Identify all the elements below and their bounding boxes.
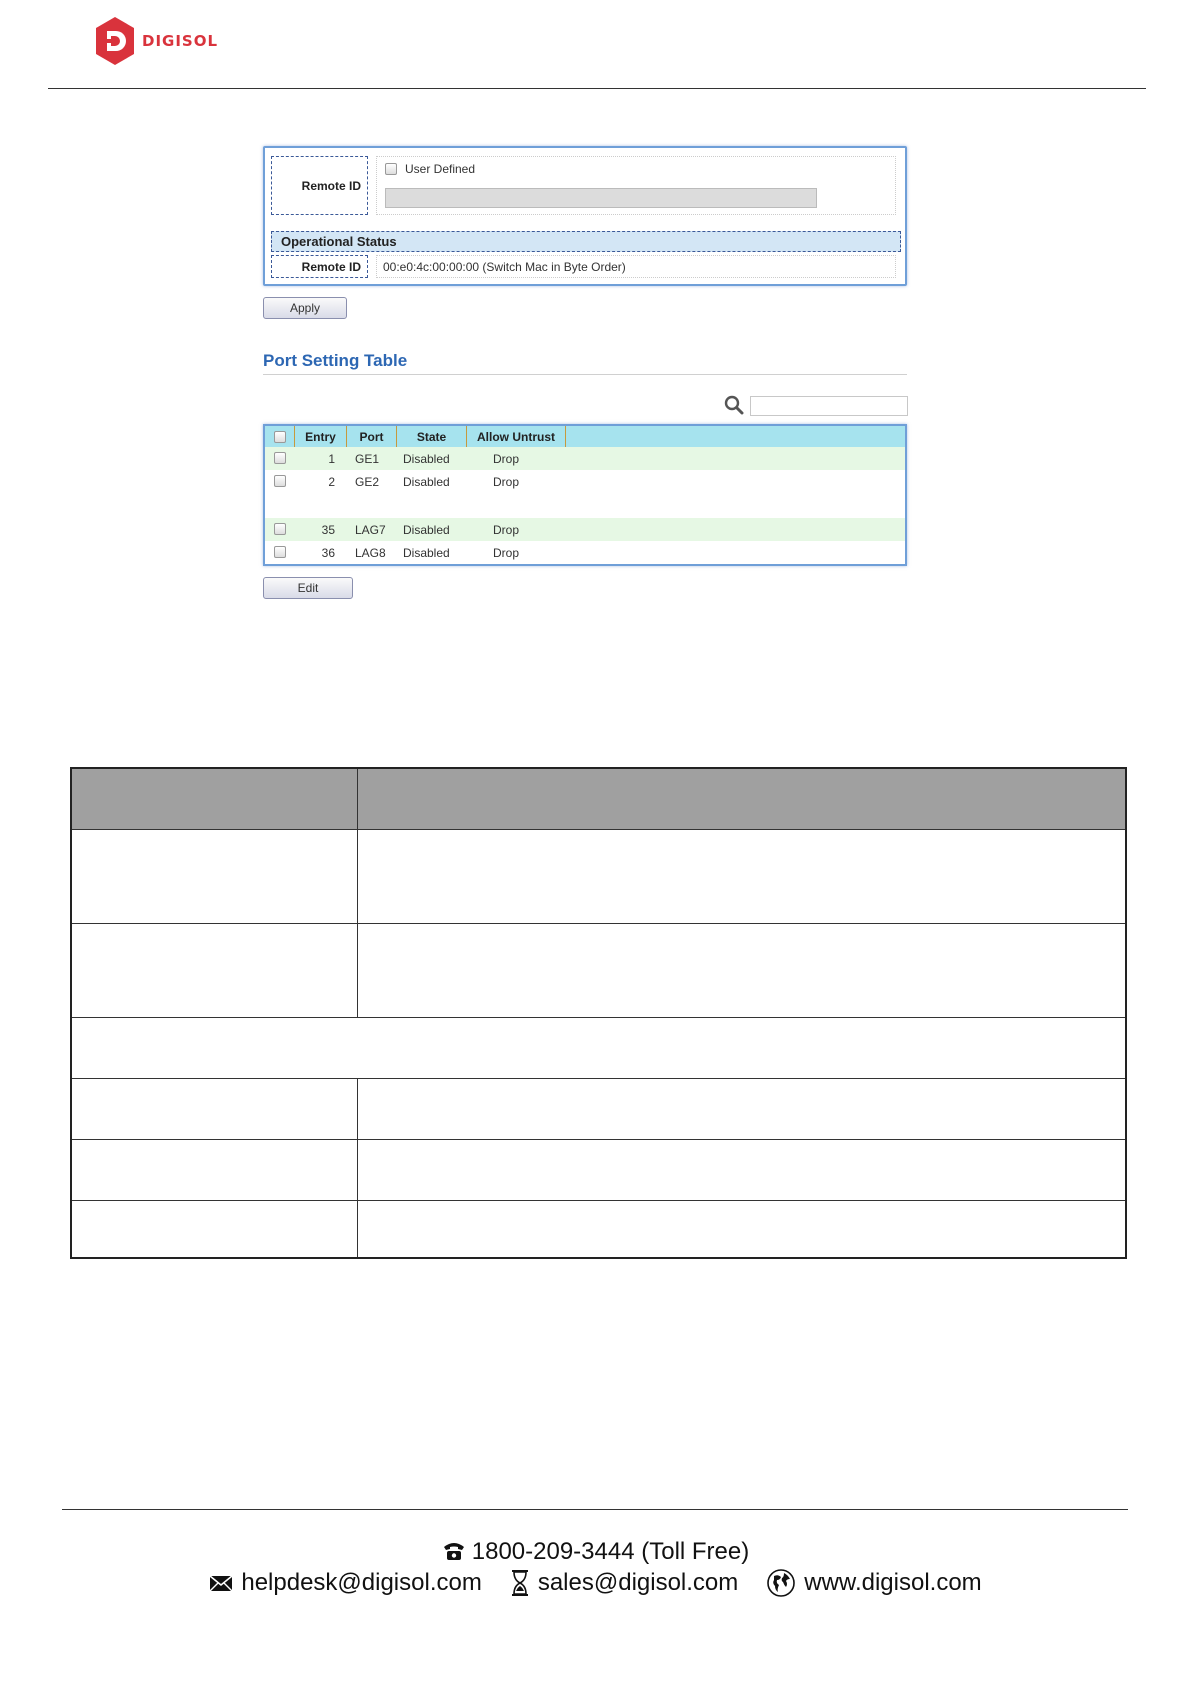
port-setting-title: Port Setting Table bbox=[263, 351, 408, 370]
header-select-cell bbox=[265, 426, 295, 447]
phone-number: 1800-209-3444 (Toll Free) bbox=[471, 1538, 750, 1565]
entry-cell: 35 bbox=[321, 522, 335, 537]
table-row[interactable] bbox=[265, 541, 905, 564]
search-icon[interactable] bbox=[724, 395, 744, 415]
column-divider bbox=[357, 1078, 358, 1257]
state-cell: Disabled bbox=[403, 522, 450, 537]
website-contact bbox=[766, 1568, 981, 1598]
entry-cell: 1 bbox=[328, 451, 335, 466]
helpdesk-email[interactable]: helpdesk@digisol.com bbox=[241, 1569, 482, 1596]
hourglass-icon bbox=[510, 1569, 530, 1597]
helpdesk-contact bbox=[209, 1569, 481, 1597]
website-link[interactable]: www.digisol.com bbox=[804, 1569, 982, 1596]
row-checkbox[interactable] bbox=[274, 546, 286, 558]
port-cell: GE1 bbox=[355, 451, 380, 466]
port-cell: GE2 bbox=[355, 474, 380, 489]
row-checkbox[interactable] bbox=[274, 452, 286, 464]
footer-phone bbox=[0, 1538, 1191, 1566]
table-row[interactable] bbox=[265, 470, 905, 493]
edit-button[interactable]: Edit bbox=[263, 577, 353, 599]
remote-id-input[interactable] bbox=[385, 188, 817, 208]
state-cell: Disabled bbox=[403, 474, 450, 489]
row-divider bbox=[72, 1139, 1125, 1140]
phone-icon bbox=[442, 1541, 466, 1561]
allow-untrust-cell: Drop bbox=[493, 474, 520, 489]
column-header-entry[interactable]: Entry bbox=[295, 426, 347, 447]
sales-contact bbox=[510, 1569, 738, 1597]
table-row[interactable] bbox=[265, 447, 905, 470]
row-divider bbox=[72, 1200, 1125, 1201]
column-header-state[interactable]: State bbox=[397, 426, 467, 447]
remote-id-label: Remote ID bbox=[271, 156, 368, 215]
operational-status-header: Operational Status bbox=[271, 231, 901, 252]
row-divider bbox=[72, 923, 1125, 924]
row-checkbox[interactable] bbox=[274, 475, 286, 487]
mail-icon bbox=[209, 1573, 233, 1593]
row-divider bbox=[72, 829, 1125, 830]
row-divider bbox=[72, 1017, 1125, 1018]
operational-remote-id-label: Remote ID bbox=[271, 255, 368, 278]
brand-name: DIGISOL bbox=[142, 32, 219, 50]
footer-divider bbox=[62, 1509, 1128, 1510]
header-divider bbox=[48, 88, 1146, 89]
allow-untrust-cell: Drop bbox=[493, 545, 520, 560]
operational-remote-id-value: 00:e0:4c:00:00:00 (Switch Mac in Byte Order) bbox=[376, 255, 896, 278]
remote-id-settings bbox=[376, 156, 896, 215]
apply-button[interactable]: Apply bbox=[263, 297, 347, 319]
port-cell: LAG7 bbox=[355, 522, 386, 537]
section-divider bbox=[263, 374, 907, 375]
globe-icon bbox=[766, 1568, 796, 1598]
state-cell: Disabled bbox=[403, 545, 450, 560]
port-cell: LAG8 bbox=[355, 545, 386, 560]
description-table bbox=[70, 767, 1127, 1259]
allow-untrust-cell: Drop bbox=[493, 522, 520, 537]
digisol-logo-icon bbox=[94, 16, 136, 66]
entry-cell: 36 bbox=[321, 545, 335, 560]
entry-cell: 2 bbox=[328, 474, 335, 489]
sales-email[interactable]: sales@digisol.com bbox=[537, 1569, 739, 1596]
row-divider bbox=[72, 1078, 1125, 1079]
column-divider bbox=[357, 769, 358, 1017]
allow-untrust-cell: Drop bbox=[493, 451, 520, 466]
user-defined-checkbox[interactable] bbox=[385, 163, 397, 175]
table-search-input[interactable] bbox=[750, 396, 908, 416]
user-defined-label: User Defined bbox=[405, 162, 476, 176]
table-header bbox=[265, 426, 905, 447]
table-row[interactable] bbox=[265, 518, 905, 541]
row-checkbox[interactable] bbox=[274, 523, 286, 535]
select-all-checkbox[interactable] bbox=[274, 431, 286, 443]
column-header-allow-untrust[interactable]: Allow Untrust bbox=[467, 426, 566, 447]
digisol-logo bbox=[94, 15, 218, 67]
port-setting-table bbox=[263, 424, 907, 566]
column-header-port[interactable]: Port bbox=[347, 426, 397, 447]
footer-contacts bbox=[0, 1568, 1191, 1598]
description-table-header bbox=[72, 769, 1125, 829]
remote-id-panel bbox=[263, 146, 907, 286]
state-cell: Disabled bbox=[403, 451, 450, 466]
